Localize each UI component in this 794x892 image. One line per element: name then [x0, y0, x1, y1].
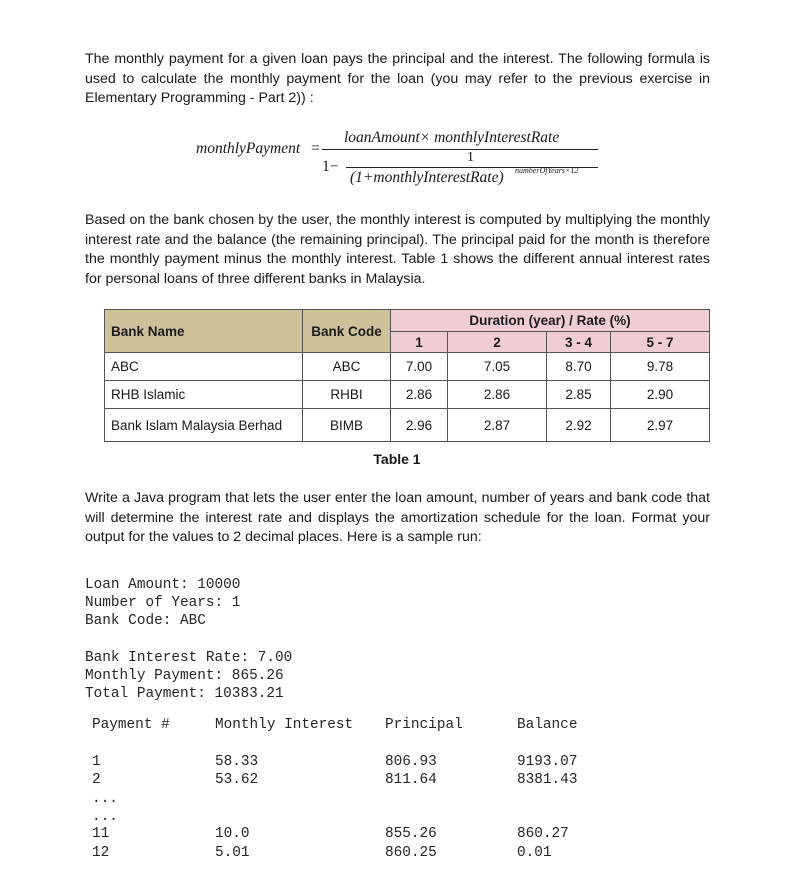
schedule-row — [0, 754, 794, 772]
schedule-header-payment: Payment # — [92, 717, 170, 733]
payment-number: 11 — [92, 826, 110, 842]
result-line: Bank Interest Rate: 7.00 — [85, 650, 293, 666]
header-duration-rate: Duration (year) / Rate (%) — [391, 310, 710, 332]
schedule-header — [0, 717, 794, 737]
rate-cell: 7.05 — [448, 353, 547, 381]
formula-one-minus: 1− — [322, 158, 339, 175]
table-row — [105, 353, 710, 381]
rate-cell: 2.92 — [547, 409, 611, 442]
task-paragraph: Write a Java program that lets the user enter the loan amount, number of years and bank code that will determine the interest rate and displays the amortization schedule for the loan. Format your output for the values to 2 decimal places. Here is a sample run: — [85, 490, 710, 546]
schedule-row — [0, 845, 794, 863]
payment-number: 1 — [92, 754, 101, 770]
sample-run-inputs — [85, 576, 240, 631]
balance: 0.01 — [517, 845, 552, 861]
rate-cell: 2.85 — [547, 381, 611, 409]
header-duration-2: 2 — [448, 332, 547, 353]
rate-cell: 7.00 — [391, 353, 448, 381]
principal: 811.64 — [385, 772, 437, 788]
schedule-row-ellipsis — [0, 791, 794, 809]
schedule-row — [0, 772, 794, 790]
header-bank-name: Bank Name — [105, 310, 303, 353]
principal: 860.25 — [385, 845, 437, 861]
bank-name-cell: Bank Islam Malaysia Berhad — [105, 409, 303, 442]
input-line: Loan Amount: 10000 — [85, 577, 241, 593]
balance: 860.27 — [517, 826, 569, 842]
principal: 855.26 — [385, 826, 437, 842]
balance: 9193.07 — [517, 754, 578, 770]
table-caption: Table 1 — [373, 451, 421, 467]
bank-name-cell: RHB Islamic — [105, 381, 303, 409]
rate-cell: 2.96 — [391, 409, 448, 442]
formula-denominator: (1+monthlyInterestRate) — [350, 169, 504, 186]
monthly-payment-formula — [0, 126, 794, 192]
schedule-header-principal: Principal — [385, 717, 463, 733]
rate-cell: 2.86 — [448, 381, 547, 409]
payment-number: 12 — [92, 845, 110, 861]
sample-run-results — [85, 649, 292, 704]
monthly-interest: 10.0 — [215, 826, 250, 842]
header-duration-3-4: 3 - 4 — [547, 332, 611, 353]
table-row — [105, 409, 710, 442]
bank-code-cell: RHBI — [303, 381, 391, 409]
input-line: Bank Code: ABC — [85, 613, 206, 630]
rate-cell: 2.97 — [611, 409, 710, 442]
rate-cell: 2.87 — [448, 409, 547, 442]
result-line: Monthly Payment: 865.26 — [85, 668, 284, 685]
principal: 806.93 — [385, 754, 437, 770]
formula-main-fraction-bar — [322, 149, 598, 150]
formula-lhs: monthlyPayment — [196, 140, 301, 157]
schedule-row — [0, 826, 794, 844]
schedule-row-ellipsis — [0, 809, 794, 827]
result-line: Total Payment: 10383.21 — [85, 686, 284, 703]
bank-name-cell: ABC — [105, 353, 303, 381]
payment-number: 2 — [92, 772, 101, 788]
balance: 8381.43 — [517, 772, 578, 788]
rate-cell: 8.70 — [547, 353, 611, 381]
input-line: Number of Years: 1 — [85, 595, 241, 612]
monthly-interest: 58.33 — [215, 754, 259, 770]
formula-exponent: numberOfYears×12 — [515, 166, 579, 175]
rate-cell: 2.90 — [611, 381, 710, 409]
rate-cell: 9.78 — [611, 353, 710, 381]
rate-cell: 2.86 — [391, 381, 448, 409]
header-duration-5-7: 5 - 7 — [611, 332, 710, 353]
schedule-header-interest: Monthly Interest — [215, 717, 354, 733]
intro-paragraph: The monthly payment for a given loan pays the principal and the interest. The following formula is used to calculate the monthly payment for the loan (you may refer to the previous exercise in Elementary Programming - Part 2)) : — [85, 51, 710, 107]
ellipsis: ... — [92, 791, 118, 807]
monthly-interest: 53.62 — [215, 772, 259, 788]
formula-numerator: loanAmount× monthlyInterestRate — [344, 129, 560, 146]
bank-code-cell: ABC — [303, 353, 391, 381]
schedule-header-balance: Balance — [517, 717, 578, 733]
interest-rate-table — [104, 309, 710, 442]
formula-inner-numerator: 1 — [467, 150, 474, 165]
header-duration-1: 1 — [391, 332, 448, 353]
formula-equals: = — [311, 140, 320, 157]
ellipsis: ... — [92, 809, 118, 825]
header-bank-code: Bank Code — [303, 310, 391, 353]
table-row — [105, 381, 710, 409]
monthly-interest: 5.01 — [215, 845, 250, 861]
interest-paragraph: Based on the bank chosen by the user, the monthly interest is computed by multiplying the monthly interest rate and the balance (the remaining principal). The principal paid for the month is therefore the monthly payment minus the monthly interest. Table 1 shows the different annual interest rates for personal loans of three different banks in Malaysia. — [85, 212, 710, 287]
bank-code-cell: BIMB — [303, 409, 391, 442]
